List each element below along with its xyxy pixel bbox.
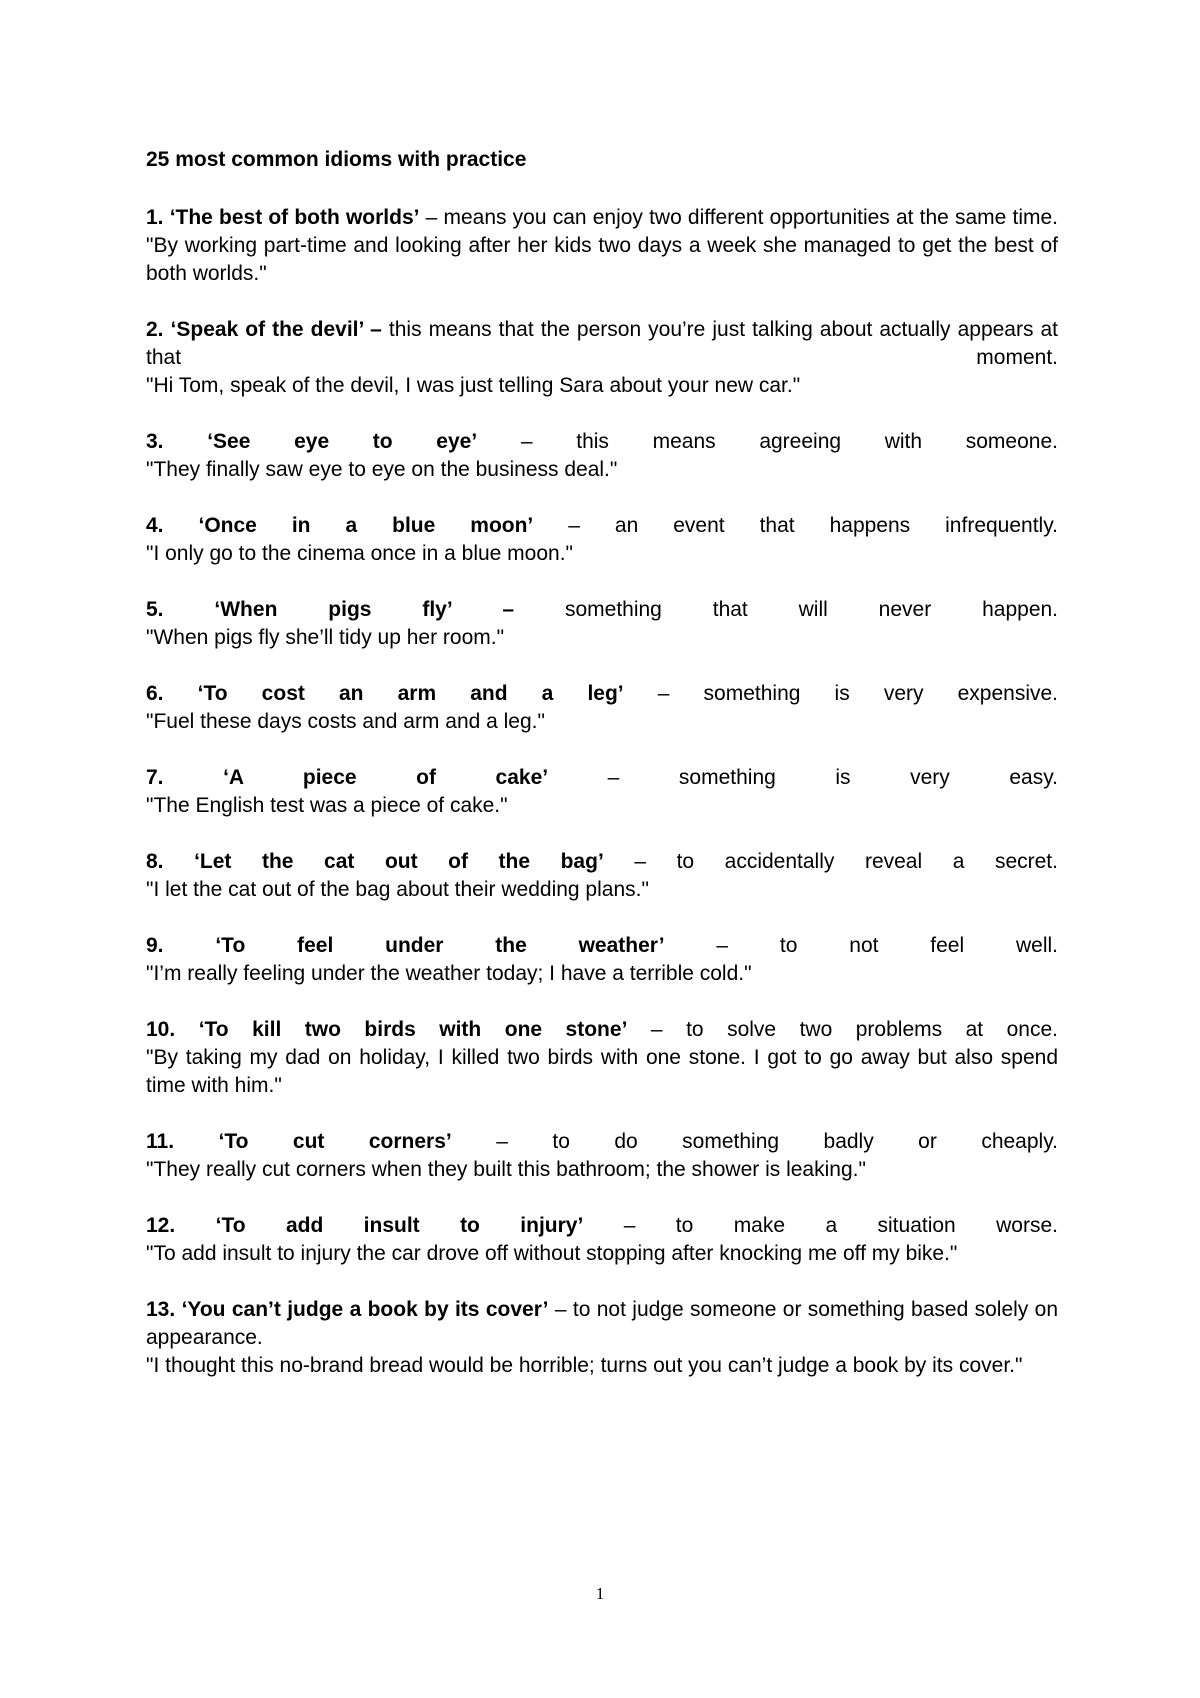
idiom-entry — [146, 848, 1058, 904]
idiom-term: ‘Speak of the devil’ – — [170, 318, 382, 341]
page-number: 1 — [595, 1584, 605, 1603]
idiom-example: "I’m really feeling under the weather today; I have a terrible cold." — [146, 962, 752, 985]
idiom-definition-line — [146, 204, 1058, 232]
idiom-number: 7. — [146, 766, 164, 789]
idiom-meaning: – means you can enjoy two different opportunities at the same time. — [425, 206, 1059, 229]
idiom-entry — [146, 204, 1058, 288]
idiom-term: ‘To kill two birds with one stone’ — [198, 1018, 628, 1041]
idiom-example: "I let the cat out of the bag about their wedding plans." — [146, 878, 649, 901]
idiom-entry — [146, 1296, 1058, 1380]
idiom-entry — [146, 1212, 1058, 1268]
idiom-definition-line — [146, 764, 1058, 792]
idiom-term: ‘Once in a blue moon’ — [198, 514, 534, 537]
idiom-term: ‘Let the cat out of the bag’ — [194, 850, 604, 873]
idiom-term: ‘To cost an arm and a leg’ — [197, 682, 624, 705]
document-page — [146, 146, 1058, 1408]
idiom-definition-line — [146, 680, 1058, 708]
idiom-definition-line — [146, 848, 1058, 876]
idiom-entry — [146, 428, 1058, 484]
idiom-number: 3. — [146, 430, 164, 453]
idiom-meaning: – an event that happens infrequently. — [568, 514, 1058, 537]
idiom-number: 8. — [146, 850, 164, 873]
idiom-meaning: – to do something badly or cheaply. — [496, 1130, 1058, 1153]
idiom-number: 13. — [146, 1298, 176, 1321]
idiom-term: ‘The best of both worlds’ — [169, 206, 420, 229]
idiom-meaning: – to make a situation worse. — [623, 1214, 1058, 1237]
idiom-entry — [146, 680, 1058, 736]
idiom-meaning: – to accidentally reveal a secret. — [634, 850, 1058, 873]
idiom-example: "The English test was a piece of cake." — [146, 794, 508, 817]
idiom-term: ‘You can’t judge a book by its cover’ — [181, 1298, 549, 1321]
idiom-definition-line — [146, 1128, 1058, 1156]
idiom-example: "Hi Tom, speak of the devil, I was just telling Sara about your new car." — [146, 374, 801, 397]
idiom-list — [146, 204, 1058, 1380]
idiom-meaning: this means that the person you’re just talking about actually appears at that moment. — [146, 318, 1059, 369]
idiom-number: 1. — [146, 206, 164, 229]
idiom-meaning: something that will never happen. — [564, 598, 1059, 621]
idiom-number: 6. — [146, 682, 164, 705]
idiom-entry — [146, 764, 1058, 820]
idiom-number: 11. — [146, 1130, 175, 1153]
idiom-example: "They really cut corners when they built this bathroom; the shower is leaking." — [146, 1158, 866, 1181]
idiom-meaning: – to not judge someone or something based solely on appearance. — [146, 1298, 1058, 1349]
idiom-definition-line — [146, 932, 1058, 960]
document-title: 25 most common idioms with practice — [146, 148, 527, 171]
idiom-example: "When pigs fly she’ll tidy up her room." — [146, 626, 505, 649]
idiom-number: 12. — [146, 1214, 176, 1237]
idiom-term: ‘A piece of cake’ — [223, 766, 549, 789]
idiom-example: "To add insult to injury the car drove off without stopping after knocking me off my bike." — [146, 1242, 958, 1265]
idiom-example: "By working part-time and looking after her kids two days a week she managed to get the best of both worlds." — [146, 234, 1058, 285]
idiom-definition-line — [146, 512, 1058, 540]
idiom-example: "Fuel these days costs and arm and a leg." — [146, 710, 545, 733]
idiom-entry — [146, 316, 1058, 400]
idiom-entry — [146, 932, 1058, 988]
idiom-meaning: – to solve two problems at once. — [650, 1018, 1058, 1041]
idiom-term: ‘When pigs fly’ – — [214, 598, 515, 621]
idiom-number: 5. — [146, 598, 164, 621]
idiom-definition-line — [146, 316, 1058, 372]
idiom-example: "I thought this no-brand bread would be horrible; turns out you can’t judge a book by its cover." — [146, 1354, 1023, 1377]
idiom-entry — [146, 1016, 1058, 1100]
idiom-entry — [146, 1128, 1058, 1184]
idiom-definition-line — [146, 1212, 1058, 1240]
idiom-meaning: – this means agreeing with someone. — [520, 430, 1058, 453]
idiom-term: ‘To feel under the weather’ — [215, 934, 665, 957]
idiom-term: ‘To cut corners’ — [218, 1130, 452, 1153]
idiom-number: 2. — [146, 318, 164, 341]
idiom-meaning: – to not feel well. — [716, 934, 1058, 957]
idiom-example: "By taking my dad on holiday, I killed two birds with one stone. I got to go away but also spend time with him." — [146, 1046, 1058, 1097]
idiom-definition-line — [146, 1016, 1058, 1044]
idiom-number: 9. — [146, 934, 164, 957]
idiom-term: ‘See eye to eye’ — [207, 430, 478, 453]
idiom-entry — [146, 512, 1058, 568]
idiom-term: ‘To add insult to injury’ — [215, 1214, 584, 1237]
idiom-meaning: – something is very easy. — [607, 766, 1058, 789]
idiom-definition-line — [146, 428, 1058, 456]
idiom-example: "They finally saw eye to eye on the business deal." — [146, 458, 618, 481]
idiom-definition-line — [146, 596, 1058, 624]
idiom-meaning: – something is very expensive. — [657, 682, 1059, 705]
idiom-number: 10. — [146, 1018, 176, 1041]
idiom-number: 4. — [146, 514, 164, 537]
idiom-entry — [146, 596, 1058, 652]
idiom-definition-line — [146, 1296, 1058, 1352]
idiom-example: "I only go to the cinema once in a blue moon." — [146, 542, 574, 565]
